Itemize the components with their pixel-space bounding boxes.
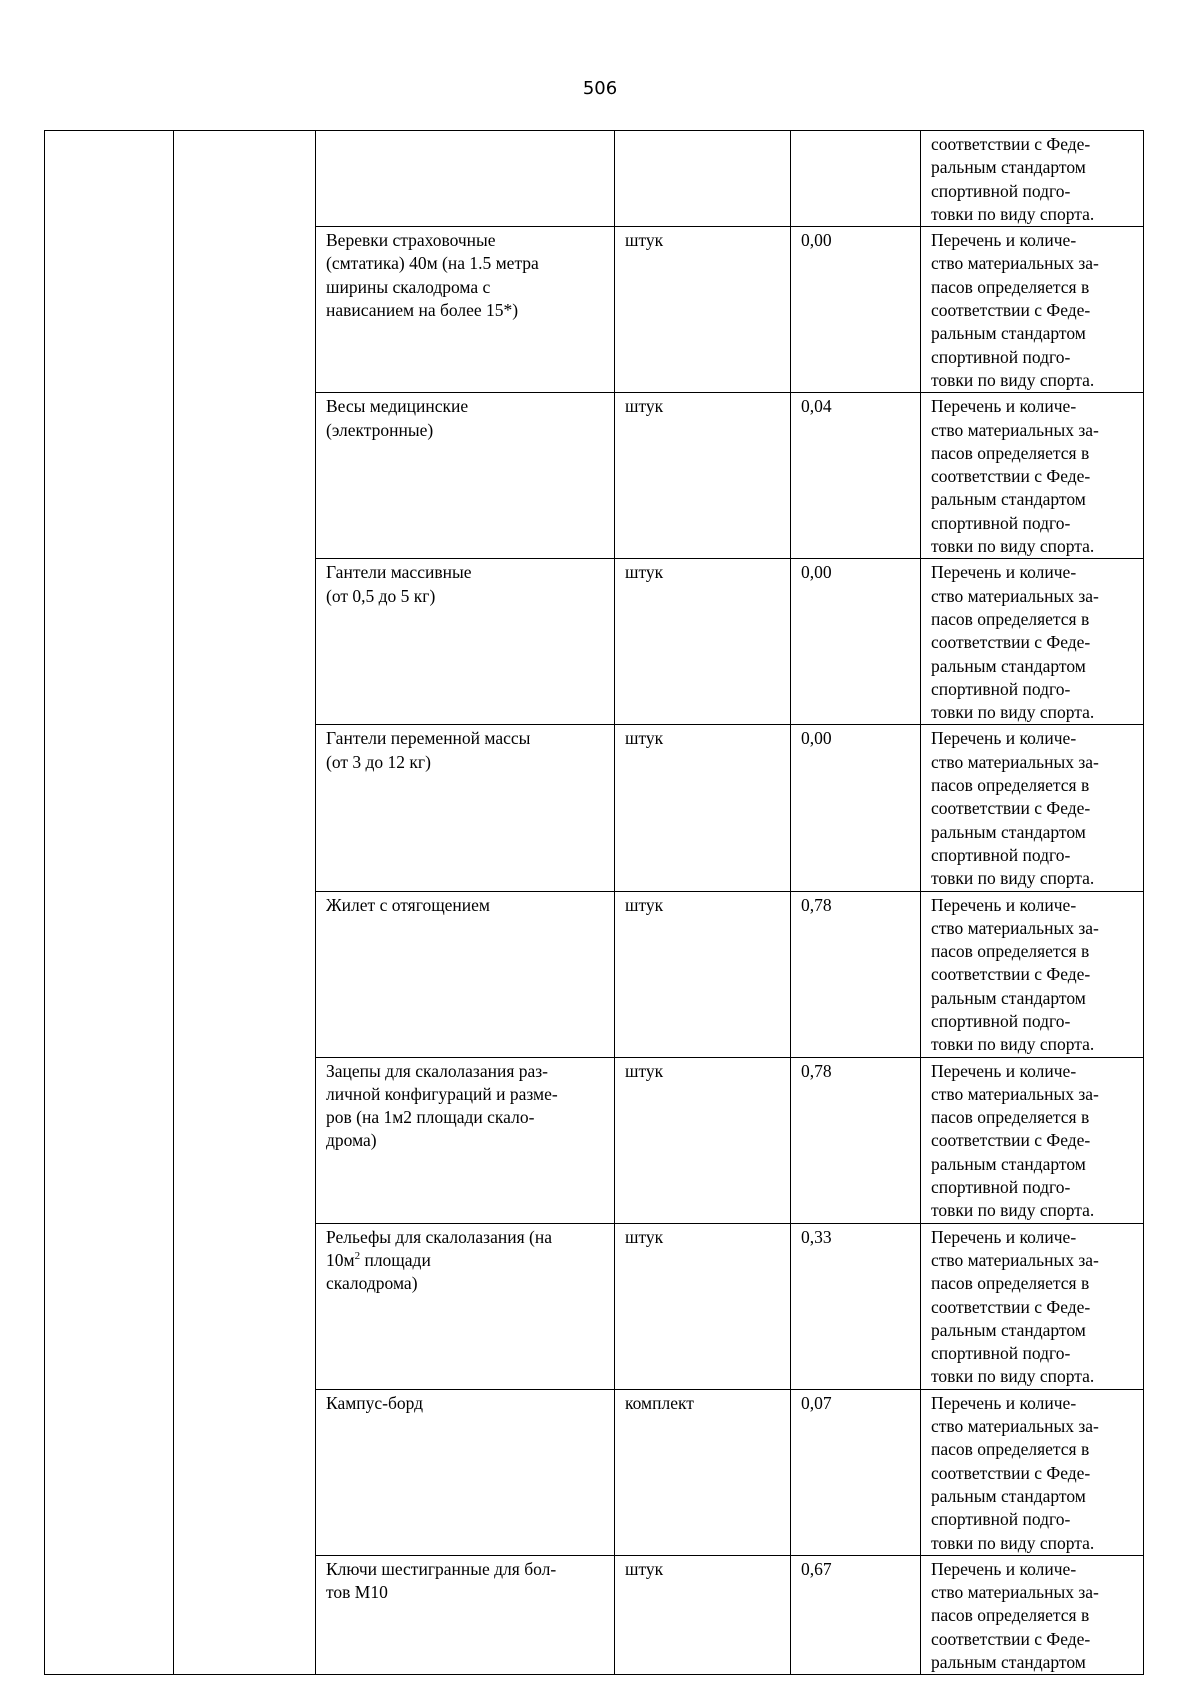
quantity-cell bbox=[791, 227, 921, 393]
quantity-cell bbox=[791, 393, 921, 559]
note-cell bbox=[921, 891, 1144, 1057]
item-unit: штук bbox=[625, 1226, 664, 1247]
item-name-cell bbox=[316, 1555, 615, 1674]
table-row bbox=[45, 131, 1144, 227]
item-name-cell bbox=[316, 227, 615, 393]
item-note: Перечень и количе- ство материальных за- пасов определяется в соответствии с Феде- ральным стандартом спортивной подго- товки по виду спорта. bbox=[931, 1060, 1099, 1221]
item-quantity: 0,33 bbox=[801, 1226, 832, 1247]
item-quantity: 0,78 bbox=[801, 1060, 832, 1081]
item-quantity: 0,00 bbox=[801, 230, 832, 251]
note-cell bbox=[921, 1057, 1144, 1223]
unit-cell bbox=[615, 131, 791, 227]
item-note: Перечень и количе- ство материальных за- пасов определяется в соответствии с Феде- ральным стандартом спортивной подго- товки по виду спорта. bbox=[931, 562, 1099, 723]
item-note: Перечень и количе- ство материальных за- пасов определяется в соответствии с Феде- ральным стандартом спортивной подго- товки по виду спорта. bbox=[931, 1226, 1099, 1387]
quantity-cell bbox=[791, 725, 921, 891]
unit-cell bbox=[615, 891, 791, 1057]
quantity-cell bbox=[791, 891, 921, 1057]
item-name-cell bbox=[316, 559, 615, 725]
note-cell bbox=[921, 1389, 1144, 1555]
item-note: Перечень и количе- ство материальных за- пасов определяется в соответствии с Феде- ральным стандартом bbox=[931, 1558, 1099, 1672]
item-unit: штук bbox=[625, 728, 664, 749]
item-quantity: 0,00 bbox=[801, 562, 832, 583]
item-unit: комплект bbox=[625, 1392, 694, 1413]
unit-cell bbox=[615, 1057, 791, 1223]
item-quantity: 0,78 bbox=[801, 894, 832, 915]
item-unit: штук bbox=[625, 230, 664, 251]
item-name-cell bbox=[316, 891, 615, 1057]
note-cell bbox=[921, 131, 1144, 227]
note-cell bbox=[921, 559, 1144, 725]
item-name: Весы медицинские (электронные) bbox=[326, 396, 469, 440]
item-name-cell bbox=[316, 393, 615, 559]
item-name-cell bbox=[316, 725, 615, 891]
unit-cell bbox=[615, 725, 791, 891]
item-quantity: 0,07 bbox=[801, 1392, 832, 1413]
page-number: 506 bbox=[582, 78, 618, 99]
item-name: Жилет с отягощением bbox=[326, 894, 491, 915]
item-name: Веревки страховочные (смтатика) 40м (на 1.5 метра ширины скалодрома с нависанием на более 15*) bbox=[326, 230, 539, 321]
item-unit: штук bbox=[625, 562, 664, 583]
quantity-cell bbox=[791, 1555, 921, 1674]
note-cell bbox=[921, 725, 1144, 891]
item-name-part: площади скалодрома) bbox=[326, 1249, 431, 1294]
item-name: Гантели массивные (от 0,5 до 5 кг) bbox=[326, 562, 472, 606]
note-cell bbox=[921, 1555, 1144, 1674]
item-note: Перечень и количе- ство материальных за- пасов определяется в соответствии с Феде- ральным стандартом спортивной подго- товки по виду спорта. bbox=[931, 894, 1099, 1055]
unit-cell bbox=[615, 1223, 791, 1389]
item-name bbox=[326, 1226, 604, 1296]
item-unit: штук bbox=[625, 1558, 664, 1579]
item-unit: штук bbox=[625, 396, 664, 417]
item-unit: штук bbox=[625, 1060, 664, 1081]
item-note: Перечень и количе- ство материальных за- пасов определяется в соответствии с Феде- ральным стандартом спортивной подго- товки по виду спорта. bbox=[931, 396, 1099, 557]
item-unit: штук bbox=[625, 894, 664, 915]
item-quantity: 0,00 bbox=[801, 728, 832, 749]
item-name-cell bbox=[316, 1389, 615, 1555]
unit-cell bbox=[615, 559, 791, 725]
quantity-cell bbox=[791, 1223, 921, 1389]
item-note: Перечень и количе- ство материальных за- пасов определяется в соответствии с Феде- ральным стандартом спортивной подго- товки по виду спорта. bbox=[931, 230, 1099, 390]
item-quantity: 0,04 bbox=[801, 396, 832, 417]
quantity-cell bbox=[791, 1057, 921, 1223]
quantity-cell bbox=[791, 131, 921, 227]
unit-cell bbox=[615, 227, 791, 393]
note-cell bbox=[921, 393, 1144, 559]
quantity-cell bbox=[791, 559, 921, 725]
unit-cell bbox=[615, 1555, 791, 1674]
item-note: Перечень и количе- ство материальных за- пасов определяется в соответствии с Феде- ральным стандартом спортивной подго- товки по виду спорта. bbox=[931, 728, 1099, 889]
item-note: Перечень и количе- ство материальных за- пасов определяется в соответствии с Феде- ральным стандартом спортивной подго- товки по виду спорта. bbox=[931, 1392, 1099, 1553]
unit-cell bbox=[615, 393, 791, 559]
item-name: Зацепы для скалолазания раз- личной конфигураций и разме- ров (на 1м2 площади скало- дрома) bbox=[326, 1060, 558, 1151]
item-name-part: Рельефы для скалолазания (на 10м bbox=[326, 1226, 552, 1270]
item-note: соответствии с Феде- ральным стандартом спортивной подго- товки по виду спорта. bbox=[931, 134, 1095, 224]
item-name-cell bbox=[316, 131, 615, 227]
item-name-cell bbox=[316, 1057, 615, 1223]
merged-cell-col1 bbox=[45, 131, 174, 1675]
superscript: 2 bbox=[354, 1250, 361, 1263]
note-cell bbox=[921, 227, 1144, 393]
item-name-cell bbox=[316, 1223, 615, 1389]
quantity-cell bbox=[791, 1389, 921, 1555]
note-cell bbox=[921, 1223, 1144, 1389]
item-name: Кампус-борд bbox=[326, 1392, 424, 1413]
equipment-table bbox=[44, 130, 1144, 1675]
item-name: Ключи шестигранные для бол- тов М10 bbox=[326, 1558, 557, 1603]
item-name: Гантели переменной массы (от 3 до 12 кг) bbox=[326, 728, 531, 772]
unit-cell bbox=[615, 1389, 791, 1555]
item-quantity: 0,67 bbox=[801, 1558, 832, 1579]
merged-cell-col2 bbox=[174, 131, 316, 1675]
